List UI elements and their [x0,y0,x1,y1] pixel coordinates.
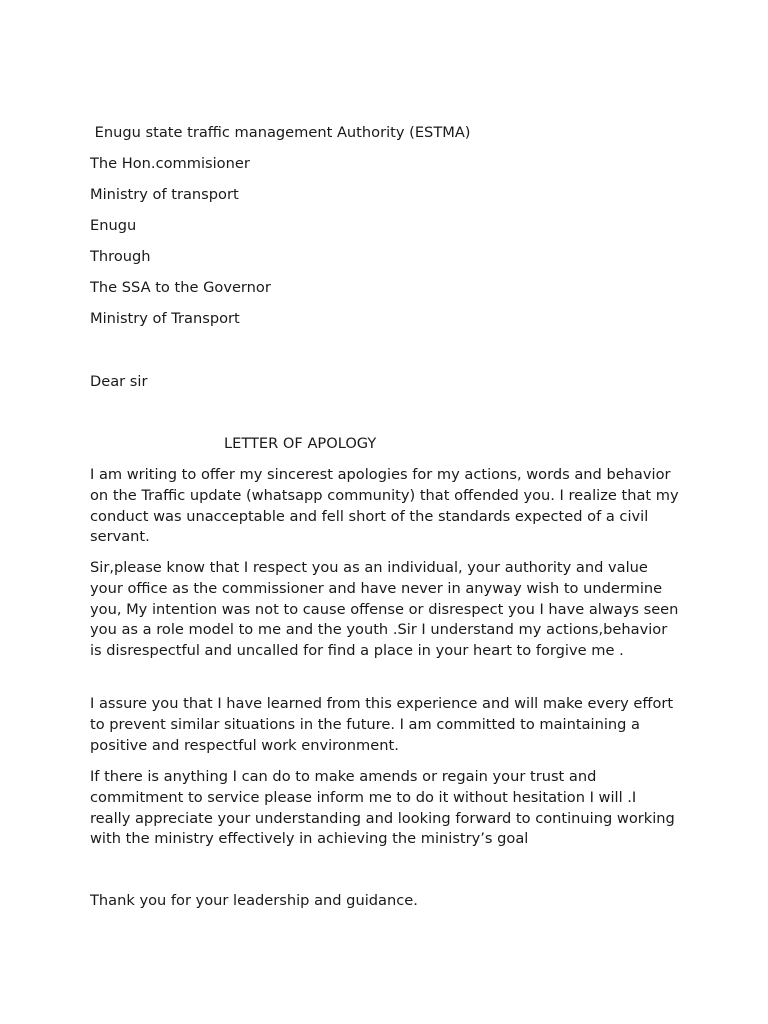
address-line-ministry-transport: Ministry of Transport [90,310,240,327]
salutation: Dear sir [90,373,148,390]
closing-line: Thank you for your leadership and guidance. [90,892,418,909]
body-paragraph-2: Sir,please know that I respect you as an individual, your authority and value your office as the commissioner and have never in anyway wish to undermine you, My intention was not to cause offense or disrespect you I have always seen you as a role model to me and the youth .Sir I understand my actions,behavior is disrespectful and uncalled for find a place in your heart to forgive me . [90,559,679,660]
address-line-city: Enugu [90,217,137,234]
address-line-ssa: The SSA to the Governor [90,279,271,296]
letter-subject: LETTER OF APOLOGY [224,435,377,452]
authority-line: Enugu state traffic management Authority (ESTMA) [90,124,471,141]
address-line-recipient: The Hon.commisioner [90,155,250,172]
body-paragraph-3: I assure you that I have learned from this experience and will make every effort to prevent similar situations in the future. I am committed to maintaining a positive and respectful work environment. [90,695,674,754]
body-paragraph-4: If there is anything I can do to make amends or regain your trust and commitment to service please inform me to do it without hesitation I will .I really appreciate your understanding and looking forward to continuing working with the ministry effectively in achieving the ministry’s goal [90,768,675,848]
body-paragraph-1: I am writing to offer my sincerest apologies for my actions, words and behavior on the Traffic update (whatsapp community) that offended you. I realize that my conduct was unacceptable and fell short of the standards expected of a civil servant. [90,466,679,546]
address-line-ministry: Ministry of transport [90,186,239,203]
address-line-through: Through [90,248,151,265]
